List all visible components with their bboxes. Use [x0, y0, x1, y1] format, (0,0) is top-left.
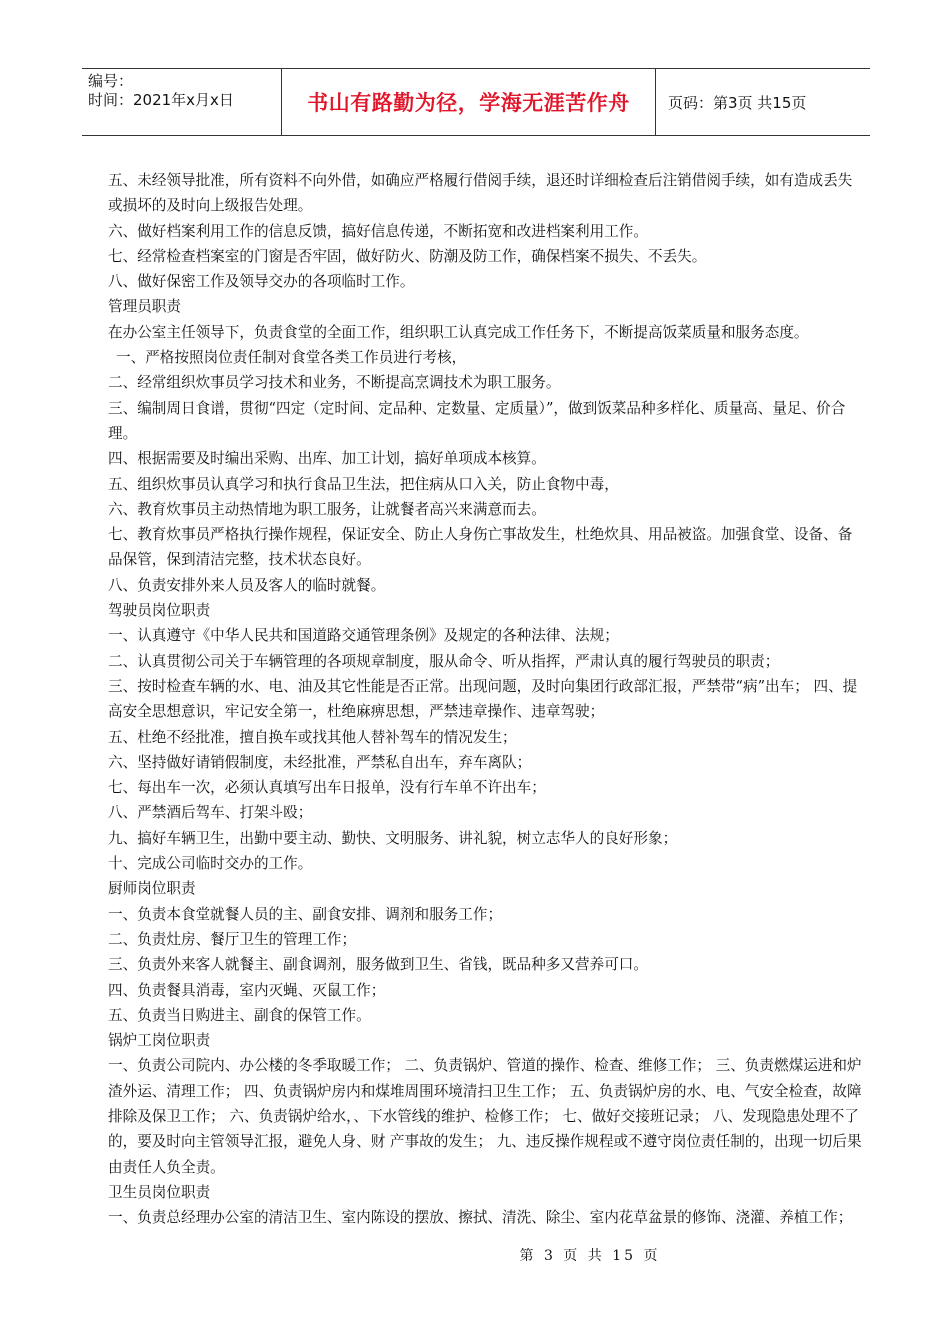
paragraph: 二、负责灶房、餐厅卫生的管理工作； [108, 930, 357, 948]
paragraph: 一、负责总经理办公室的清洁卫生、室内陈设的摆放、擦拭、清洗、除尘、室内花草盆景的修饰、浇灌、养植工作； [108, 1209, 853, 1227]
page-header [82, 68, 870, 136]
paragraph: 五、杜绝不经批准，擅自换车或找其他人替补驾车的情况发生； [108, 728, 517, 746]
paragraph: 十、完成公司临时交办的工作。 [108, 855, 313, 873]
header-meta [82, 69, 282, 135]
section-heading: 管理员职责 [108, 298, 181, 316]
paragraph: 七、每出车一次，必须认真填写出车日报单，没有行车单不许出车； [108, 779, 546, 797]
paragraph: 八、负责安排外来人员及客人的临时就餐。 [108, 576, 386, 594]
paragraph: 一、认真遵守《中华人民共和国道路交通管理条例》及规定的各种法律、法规； [108, 627, 619, 645]
document-body [108, 168, 866, 1230]
paragraph: 八、严禁酒后驾车、打架斗殴； [108, 804, 313, 822]
paragraph: 六、教育炊事员主动热情地为职工服务，让就餐者高兴来满意而去。 [108, 500, 546, 518]
paragraph: 四、根据需要及时编出采购、出库、加工计划，搞好单项成本核算。 [108, 450, 546, 468]
paragraph: 七、经常检查档案室的门窗是否牢固，做好防火、防潮及防工作，确保档案不损失、不丢失。 [108, 247, 707, 265]
paragraph: 三、编制周日食谱，贯彻“四定（定时间、定品种、定数量、定质量）”，做到饭菜品种多样化、质量高、量足、价合理。 [108, 399, 846, 442]
paragraph: 五、未经领导批准，所有资料不向外借，如确应严格履行借阅手续，退还时详细检查后注销借阅手续，如有造成丢失或损坏的及时向上级报告处理。 [108, 172, 853, 215]
paragraph: 一、负责公司院内、办公楼的冬季取暖工作； 二、负责锅炉、管道的操作、检查、维修工作； 三、负责燃煤运进和炉渣外运、清理工作； 四、负责锅炉房内和煤堆周围环境清扫卫生工作； 五、负责锅炉房的水、电、气安全检查，故障排除及保卫工作； 六、负责锅炉给水，、下水管线的维护、检修工作； 七、做好交接班记录； 八、发现隐患处理不了的，要及时向主管领导汇报，避免人身、财 产事故的发生； 九、违反操作规程或不遵守岗位责任制的，出现一切后果由责任人负全责。 [108, 1057, 862, 1176]
paragraph: 六、坚持做好请销假制度，未经批准，严禁私自出车，弃车离队； [108, 753, 532, 771]
paragraph: 五、负责当日购进主、副食的保管工作。 [108, 1006, 371, 1024]
section-heading: 卫生员岗位职责 [108, 1183, 211, 1201]
header-motto: 书山有路勤为径，学海无涯苦作舟 [282, 69, 656, 135]
header-page-number: 页码：第3页 共15页 [668, 93, 807, 112]
paragraph: 二、经常组织炊事员学习技术和业务，不断提高烹调技术为职工服务。 [108, 374, 561, 392]
document-number: 编号： [88, 72, 134, 90]
section-heading: 厨师岗位职责 [108, 880, 196, 898]
paragraph: 四、负责餐具消毒，室内灭蝇、灭鼠工作； [108, 981, 386, 999]
section-heading: 锅炉工岗位职责 [108, 1032, 211, 1050]
paragraph: 三、负责外来客人就餐主、副食调剂，服务做到卫生、省钱，既品种多又营养可口。 [108, 956, 648, 974]
paragraph: 一、负责本食堂就餐人员的主、副食安排、调剂和服务工作； [108, 905, 503, 923]
paragraph: 八、做好保密工作及领导交办的各项临时工作。 [108, 273, 415, 291]
paragraph: 在办公室主任领导下，负责食堂的全面工作，组织职工认真完成工作任务下，不断提高饭菜质量和服务态度。 [108, 323, 809, 341]
page-footer: 第 3 页 共 15 页 [519, 1248, 661, 1264]
paragraph: 六、做好档案利用工作的信息反馈，搞好信息传递，不断拓宽和改进档案利用工作。 [108, 222, 648, 240]
paragraph: 七、教育炊事员严格执行操作规程，保证安全、防止人身伤亡事故发生，杜绝炊具、用品被盗。加强食堂、设备、备品保管，保到清洁完整，技术状态良好。 [108, 526, 853, 569]
paragraph: 五、组织炊事员认真学习和执行食品卫生法，把住病从口入关，防止食物中毒， [108, 475, 619, 493]
paragraph: 二、认真贯彻公司关于车辆管理的各项规章制度，服从命令、听从指挥，严肃认真的履行驾驶员的职责； [108, 652, 780, 670]
paragraph: 三、按时检查车辆的水、电、油及其它性能是否正常。出现问题，及时向集团行政部汇报，严禁带“病”出车； 四、提高安全思想意识，牢记安全第一，杜绝麻痹思想，严禁违章操作、违章驾驶； [108, 677, 858, 721]
paragraph: 九、搞好车辆卫生，出勤中要主动、勤快、文明服务、讲礼貌，树立志华人的良好形象； [108, 829, 678, 847]
section-heading: 驾驶员岗位职责 [108, 602, 211, 620]
document-date: 时间：2021年x月x日 [88, 91, 234, 109]
paragraph: 一、严格按照岗位责任制对食堂各类工作员进行考核， [116, 349, 467, 367]
